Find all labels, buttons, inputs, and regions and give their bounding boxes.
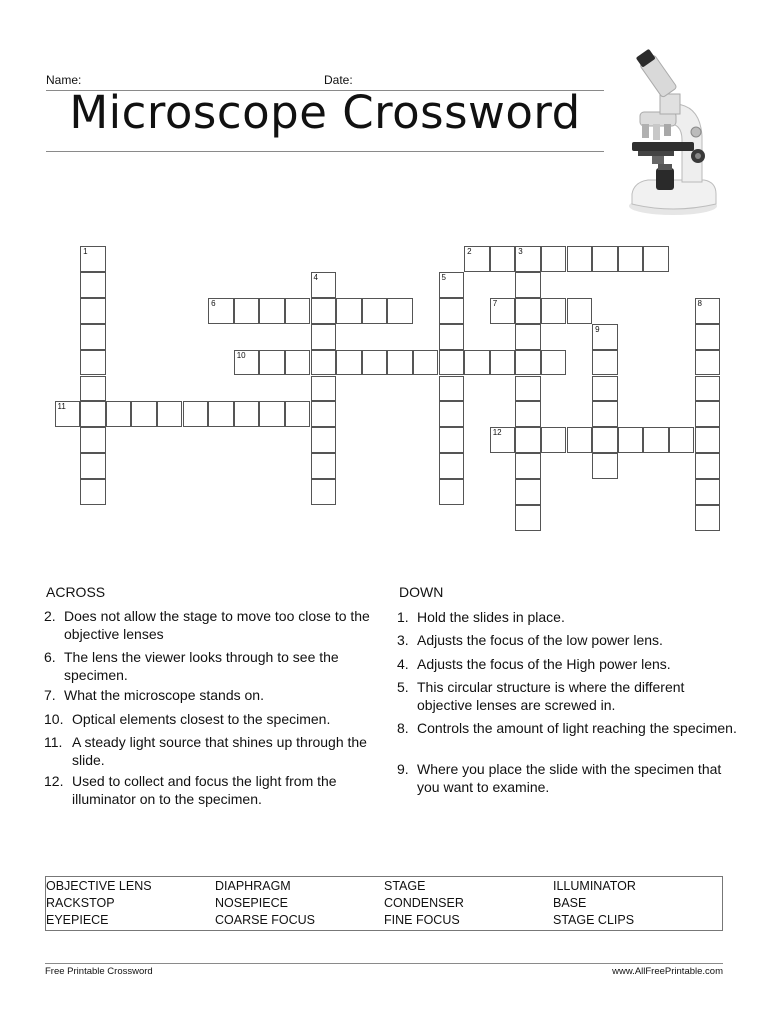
word-bank <box>45 876 723 931</box>
word-bank-item: COARSE FOCUS <box>215 913 316 927</box>
cell-number: 11 <box>57 402 66 412</box>
crossword-cell[interactable] <box>311 453 337 479</box>
crossword-cell[interactable] <box>643 246 669 272</box>
crossword-cell[interactable] <box>592 453 618 479</box>
name-label: Name: <box>46 73 82 87</box>
crossword-cell[interactable] <box>311 298 337 324</box>
date-label: Date: <box>324 73 353 87</box>
word-bank-item: OBJECTIVE LENS <box>46 879 152 893</box>
crossword-cell[interactable] <box>515 350 541 376</box>
crossword-cell[interactable] <box>387 350 413 376</box>
crossword-cell[interactable] <box>80 350 106 376</box>
word-bank-item: FINE FOCUS <box>384 913 460 927</box>
cell-number: 2 <box>467 247 472 256</box>
crossword-cell[interactable] <box>439 376 465 402</box>
crossword-cell[interactable] <box>208 298 234 324</box>
crossword-cell[interactable] <box>311 401 337 427</box>
crossword-cell[interactable] <box>80 298 106 324</box>
crossword-cell[interactable] <box>592 401 618 427</box>
crossword-cell[interactable] <box>695 427 721 453</box>
crossword-cell[interactable] <box>80 376 106 402</box>
crossword-cell[interactable] <box>439 479 465 505</box>
crossword-cell[interactable] <box>311 427 337 453</box>
crossword-cell[interactable] <box>131 401 157 427</box>
crossword-cell[interactable] <box>234 298 260 324</box>
crossword-cell[interactable] <box>515 272 541 298</box>
cell-number: 8 <box>697 298 702 308</box>
crossword-cell[interactable] <box>311 479 337 505</box>
crossword-cell[interactable] <box>336 350 362 376</box>
footer-left: Free Printable Crossword <box>45 966 153 977</box>
crossword-cell[interactable] <box>541 298 567 324</box>
crossword-cell[interactable] <box>515 324 541 350</box>
crossword-cell[interactable] <box>695 350 721 376</box>
crossword-cell[interactable] <box>695 479 721 505</box>
word-bank-item: STAGE CLIPS <box>553 913 635 927</box>
word-bank-item: DIAPHRAGM <box>215 879 291 893</box>
crossword-cell[interactable] <box>567 298 593 324</box>
crossword-cell[interactable] <box>439 324 465 350</box>
crossword-cell[interactable] <box>464 350 490 376</box>
crossword-cell[interactable] <box>592 350 618 376</box>
down-clue-1: 1. Hold the slides in place. <box>397 609 565 625</box>
crossword-cell[interactable] <box>592 246 618 272</box>
crossword-cell[interactable] <box>490 427 516 453</box>
crossword-cell[interactable] <box>439 401 465 427</box>
crossword-cell[interactable] <box>490 350 516 376</box>
crossword-cell[interactable] <box>695 505 721 531</box>
across-clue-2: 2. Does not allow the stage to move too close to the objective lenses <box>44 608 370 642</box>
footer-right: www.AllFreePrintable.com <box>612 966 723 977</box>
down-heading: DOWN <box>399 584 444 600</box>
crossword-cell[interactable] <box>285 401 311 427</box>
crossword-cell[interactable] <box>439 427 465 453</box>
cell-number: 1 <box>83 247 88 256</box>
crossword-cell[interactable] <box>515 298 541 324</box>
footer-rule <box>45 963 723 964</box>
crossword-cell[interactable] <box>234 401 260 427</box>
down-clue-5: 5. This circular structure is where the different objective lenses are screwed in. <box>397 679 685 713</box>
crossword-cell[interactable] <box>464 246 490 272</box>
crossword-cell[interactable] <box>80 453 106 479</box>
word-bank-item: EYEPIECE <box>46 913 109 927</box>
crossword-cell[interactable] <box>208 401 234 427</box>
crossword-cell[interactable] <box>234 350 260 376</box>
crossword-cell[interactable] <box>439 272 465 298</box>
crossword-cell[interactable] <box>643 427 669 453</box>
crossword-cell[interactable] <box>618 246 644 272</box>
crossword-cell[interactable] <box>80 246 106 272</box>
down-clue-4: 4. Adjusts the focus of the High power lens. <box>397 656 671 672</box>
crossword-cell[interactable] <box>55 401 81 427</box>
crossword-cell[interactable] <box>311 350 337 376</box>
crossword-cell[interactable] <box>80 272 106 298</box>
crossword-cell[interactable] <box>695 376 721 402</box>
crossword-cell[interactable] <box>311 324 337 350</box>
crossword-cell[interactable] <box>695 453 721 479</box>
cell-number: 3 <box>518 247 523 256</box>
crossword-cell[interactable] <box>695 401 721 427</box>
cell-number: 7 <box>492 298 498 308</box>
word-bank-item: BASE <box>553 896 587 910</box>
crossword-cell[interactable] <box>413 350 439 376</box>
crossword-cell[interactable] <box>541 246 567 272</box>
word-bank-item: RACKSTOP <box>46 896 115 910</box>
crossword-cell[interactable] <box>515 427 541 453</box>
crossword-cell[interactable] <box>157 401 183 427</box>
crossword-cell[interactable] <box>515 401 541 427</box>
crossword-cell[interactable] <box>80 401 106 427</box>
crossword-cell[interactable] <box>80 427 106 453</box>
across-clue-12: 12. Used to collect and focus the light from the illuminator on to the specimen. <box>44 773 337 807</box>
across-clue-10: 10. Optical elements closest to the specimen. <box>44 711 331 727</box>
crossword-cell[interactable] <box>311 376 337 402</box>
down-clue-8: 8. Controls the amount of light reaching the specimen. <box>397 720 737 736</box>
crossword-cell[interactable] <box>362 298 388 324</box>
cell-number: 9 <box>595 324 600 334</box>
crossword-cell[interactable] <box>515 479 541 505</box>
page-title: Microscope Crossword <box>69 86 581 139</box>
crossword-cell[interactable] <box>515 505 541 531</box>
crossword-cell[interactable] <box>515 376 541 402</box>
cell-number: 10 <box>236 350 246 360</box>
crossword-cell[interactable] <box>439 453 465 479</box>
crossword-cell[interactable] <box>515 246 541 272</box>
crossword-cell[interactable] <box>695 298 721 324</box>
cell-number: 12 <box>492 428 502 438</box>
cell-number: 6 <box>211 298 216 308</box>
crossword-cell[interactable] <box>311 272 337 298</box>
crossword-cell[interactable] <box>515 453 541 479</box>
crossword-cell[interactable] <box>259 298 285 324</box>
crossword-cell[interactable] <box>106 401 132 427</box>
down-clue-9: 9. Where you place the slide with the specimen that you want to examine. <box>397 761 722 795</box>
crossword-cell[interactable] <box>490 298 516 324</box>
crossword-cell[interactable] <box>439 350 465 376</box>
crossword-cell[interactable] <box>387 298 413 324</box>
crossword-cell[interactable] <box>592 376 618 402</box>
crossword-cell[interactable] <box>80 324 106 350</box>
crossword-cell[interactable] <box>541 350 567 376</box>
crossword-cell[interactable] <box>695 324 721 350</box>
across-clue-7: 7. What the microscope stands on. <box>44 687 264 703</box>
crossword-cell[interactable] <box>183 401 209 427</box>
word-bank-item: CONDENSER <box>384 896 464 910</box>
crossword-cell[interactable] <box>439 298 465 324</box>
crossword-cell[interactable] <box>592 324 618 350</box>
crossword-cell[interactable] <box>567 427 593 453</box>
crossword-cell[interactable] <box>259 401 285 427</box>
crossword-cell[interactable] <box>362 350 388 376</box>
crossword-cell[interactable] <box>80 479 106 505</box>
word-bank-item: NOSEPIECE <box>215 896 288 910</box>
word-bank-item: STAGE <box>384 879 426 893</box>
across-heading: ACROSS <box>46 584 106 600</box>
crossword-cell[interactable] <box>285 298 311 324</box>
cell-number: 4 <box>313 272 318 282</box>
across-clue-11: 11. A steady light source that shines up through the slide. <box>44 734 367 768</box>
crossword-cell[interactable] <box>259 350 285 376</box>
crossword-cell[interactable] <box>336 298 362 324</box>
crossword-cell[interactable] <box>567 246 593 272</box>
crossword-cell[interactable] <box>618 427 644 453</box>
crossword-cell[interactable] <box>490 246 516 272</box>
crossword-cell[interactable] <box>669 427 695 453</box>
down-clue-3: 3. Adjusts the focus of the low power lens. <box>397 632 663 648</box>
word-bank-item: ILLUMINATOR <box>553 879 636 893</box>
crossword-cell[interactable] <box>541 427 567 453</box>
across-clue-6: 6. The lens the viewer looks through to see the specimen. <box>44 649 339 683</box>
cell-number: 5 <box>441 272 446 282</box>
crossword-cell[interactable] <box>285 350 311 376</box>
crossword-cell[interactable] <box>592 427 618 453</box>
